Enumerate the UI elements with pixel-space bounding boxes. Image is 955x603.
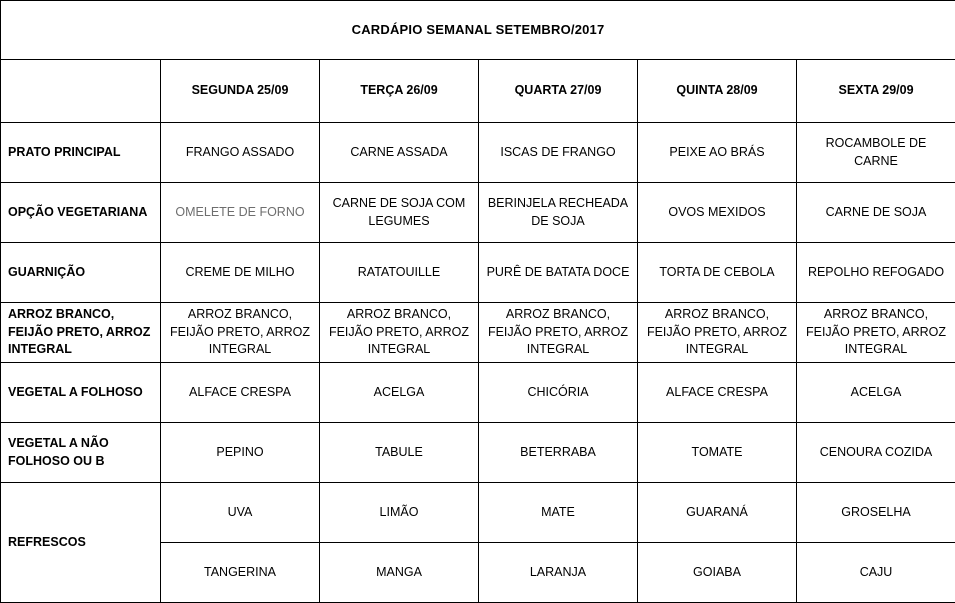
- menu-cell: ACELGA: [797, 363, 955, 423]
- menu-cell: REPOLHO REFOGADO: [797, 243, 955, 303]
- menu-cell: TORTA DE CEBOLA: [638, 243, 797, 303]
- menu-cell: CREME DE MILHO: [161, 243, 320, 303]
- menu-cell: PEIXE AO BRÁS: [638, 123, 797, 183]
- row-label: REFRESCOS: [1, 483, 161, 603]
- menu-row: [1, 303, 955, 363]
- menu-cell: RATATOUILLE: [320, 243, 479, 303]
- menu-cell: GOIABA: [638, 543, 797, 603]
- menu-cell: CHICÓRIA: [479, 363, 638, 423]
- day-header-quinta: QUINTA 28/09: [638, 60, 797, 123]
- page-title: CARDÁPIO SEMANAL SETEMBRO/2017: [1, 1, 955, 60]
- menu-cell: ARROZ BRANCO, FEIJÃO PRETO, ARROZ INTEGRAL: [479, 303, 638, 363]
- day-header-terca: TERÇA 26/09: [320, 60, 479, 123]
- menu-cell: ARROZ BRANCO, FEIJÃO PRETO, ARROZ INTEGRAL: [797, 303, 955, 363]
- menu-row: [1, 243, 955, 303]
- menu-cell: MANGA: [320, 543, 479, 603]
- row-label: OPÇÃO VEGETARIANA: [1, 183, 161, 243]
- menu-table-body: [1, 123, 955, 603]
- title-row: [1, 1, 955, 60]
- menu-cell: TOMATE: [638, 423, 797, 483]
- menu-cell: LARANJA: [479, 543, 638, 603]
- day-header-segunda: SEGUNDA 25/09: [161, 60, 320, 123]
- menu-cell: MATE: [479, 483, 638, 543]
- menu-row: [1, 483, 955, 543]
- menu-row: [1, 363, 955, 423]
- menu-cell: BETERRABA: [479, 423, 638, 483]
- row-label: VEGETAL A FOLHOSO: [1, 363, 161, 423]
- menu-cell: CARNE DE SOJA: [797, 183, 955, 243]
- menu-row: [1, 423, 955, 483]
- menu-cell: CARNE ASSADA: [320, 123, 479, 183]
- day-header-quarta: QUARTA 27/09: [479, 60, 638, 123]
- menu-cell: OMELETE DE FORNO: [161, 183, 320, 243]
- corner-cell: [1, 60, 161, 123]
- menu-cell: ISCAS DE FRANGO: [479, 123, 638, 183]
- row-label: PRATO PRINCIPAL: [1, 123, 161, 183]
- menu-cell: OVOS MEXIDOS: [638, 183, 797, 243]
- menu-cell: ROCAMBOLE DE CARNE: [797, 123, 955, 183]
- menu-cell: CAJU: [797, 543, 955, 603]
- day-header-sexta: SEXTA 29/09: [797, 60, 955, 123]
- menu-cell: TABULE: [320, 423, 479, 483]
- menu-cell: BERINJELA RECHEADA DE SOJA: [479, 183, 638, 243]
- menu-cell: ALFACE CRESPA: [638, 363, 797, 423]
- menu-cell: ALFACE CRESPA: [161, 363, 320, 423]
- menu-cell: CARNE DE SOJA COM LEGUMES: [320, 183, 479, 243]
- menu-row: [1, 123, 955, 183]
- day-header-row: [1, 60, 955, 123]
- menu-cell: ARROZ BRANCO, FEIJÃO PRETO, ARROZ INTEGRAL: [161, 303, 320, 363]
- menu-row: [1, 183, 955, 243]
- row-label: GUARNIÇÃO: [1, 243, 161, 303]
- menu-cell: TANGERINA: [161, 543, 320, 603]
- menu-cell: LIMÃO: [320, 483, 479, 543]
- menu-cell: PURÊ DE BATATA DOCE: [479, 243, 638, 303]
- menu-cell: GUARANÁ: [638, 483, 797, 543]
- menu-cell: ACELGA: [320, 363, 479, 423]
- menu-cell: PEPINO: [161, 423, 320, 483]
- menu-cell: UVA: [161, 483, 320, 543]
- menu-cell: CENOURA COZIDA: [797, 423, 955, 483]
- menu-cell: ARROZ BRANCO, FEIJÃO PRETO, ARROZ INTEGRAL: [638, 303, 797, 363]
- row-label: VEGETAL A NÃO FOLHOSO OU B: [1, 423, 161, 483]
- menu-cell: GROSELHA: [797, 483, 955, 543]
- menu-cell: ARROZ BRANCO, FEIJÃO PRETO, ARROZ INTEGRAL: [320, 303, 479, 363]
- row-label: ARROZ BRANCO, FEIJÃO PRETO, ARROZ INTEGRAL: [1, 303, 161, 363]
- menu-cell: FRANGO ASSADO: [161, 123, 320, 183]
